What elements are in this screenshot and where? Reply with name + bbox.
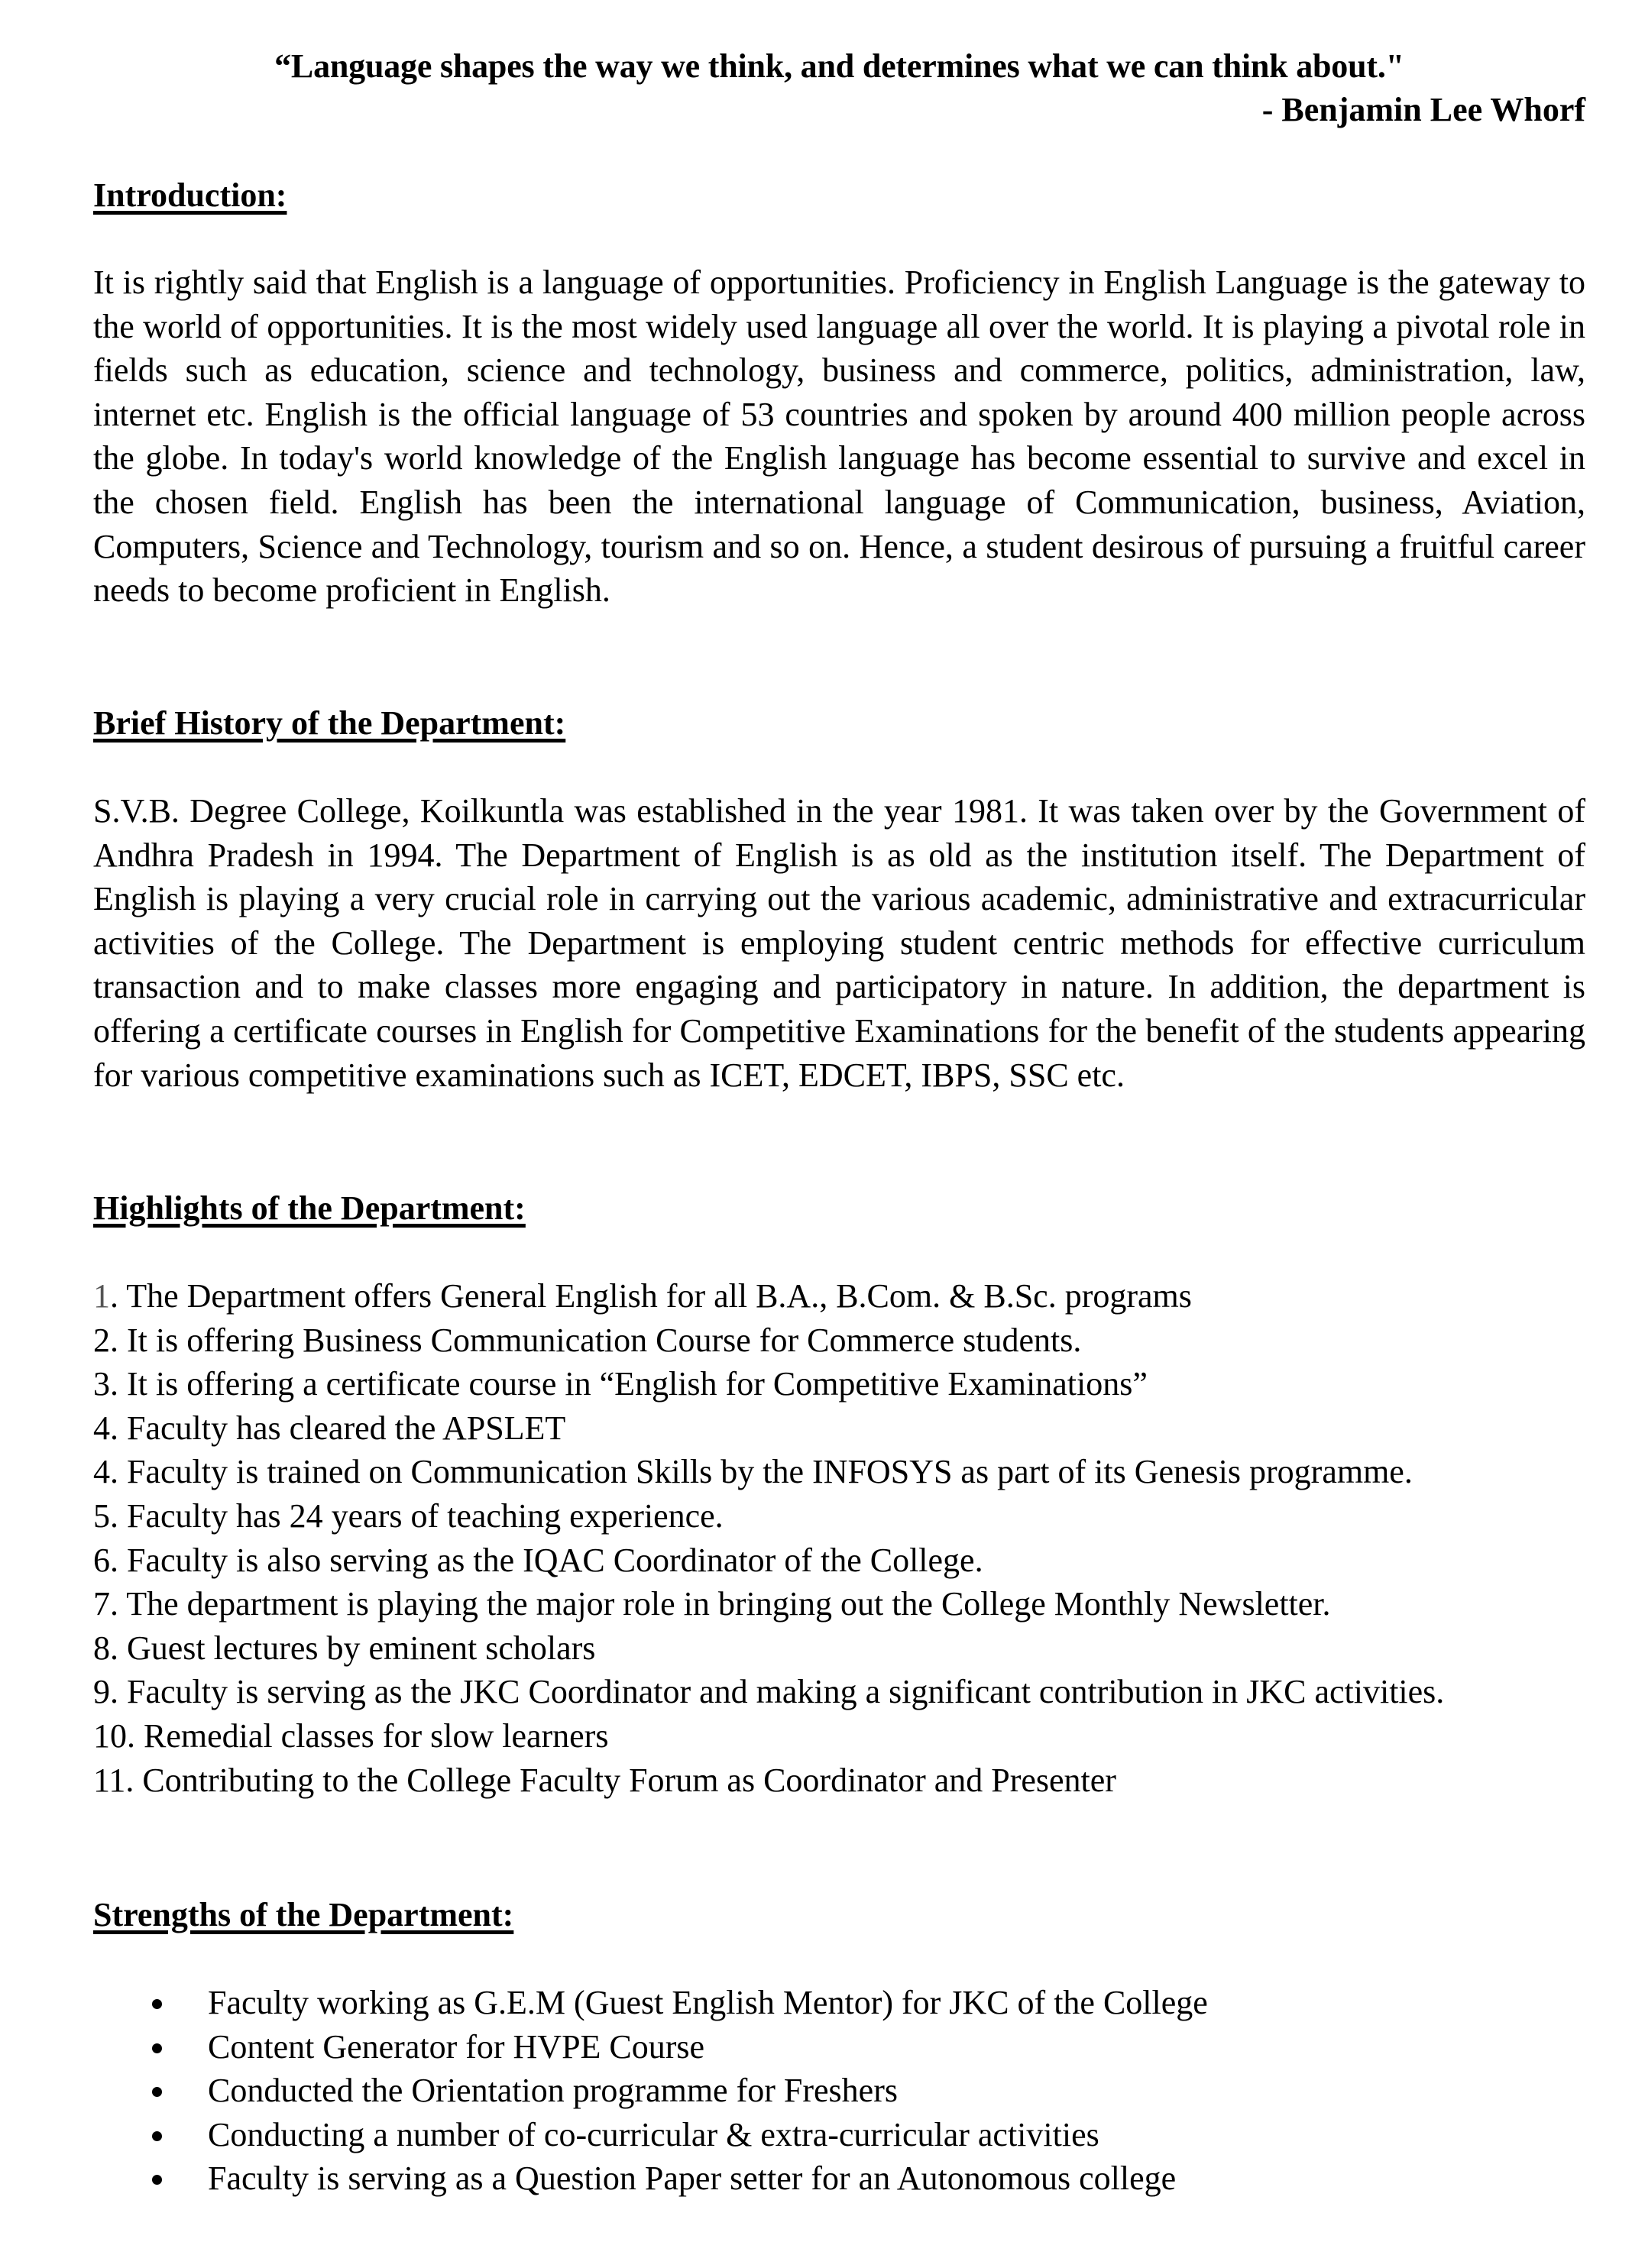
highlight-item [93, 1274, 1585, 1318]
highlight-number: 9 [93, 1673, 110, 1711]
highlight-item [93, 1538, 1585, 1583]
highlights-heading: Highlights of the Department: [93, 1189, 526, 1227]
highlight-number: 6 [93, 1541, 110, 1579]
highlight-item [93, 1714, 1585, 1758]
introduction-paragraph: It is rightly said that English is a language of opportunities. Proficiency in English Language is the gateway to the world of opportunities. It is the most widely used language all over the world. It is playing a pivotal role in fields such as education, science and technology, business and commerce, politics, administration, law, internet etc. English is the official language of 53 countries and spoken by around 400 million people across the globe. In today's world knowledge of the English language has become essential to survive and excel in the chosen field. English has been the international language of Communication, business, Aviation, Computers, Science and Technology, tourism and so on. Hence, a student desirous of pursuing a fruitful career needs to become proficient in English. [93, 264, 1585, 610]
highlight-number: 4 [93, 1453, 110, 1491]
epigraph-author: - Benjamin Lee Whorf [1261, 91, 1585, 128]
highlight-text: . It is offering Business Communication Course for Commerce students. [110, 1321, 1082, 1359]
highlight-text: . Guest lectures by eminent scholars [110, 1629, 596, 1667]
highlight-number: 1 [93, 1277, 110, 1315]
highlight-text: . It is offering a certificate course in “English for Competitive Examinations” [110, 1365, 1148, 1403]
highlight-number: 10 [93, 1716, 127, 1755]
highlight-number: 3 [93, 1365, 110, 1403]
highlight-text: . Faculty has 24 years of teaching experience. [110, 1496, 724, 1535]
highlight-item [93, 1318, 1585, 1363]
strength-item [93, 2156, 1585, 2201]
highlight-item [93, 1582, 1585, 1626]
bullet-icon [152, 2175, 162, 2185]
bullet-icon [152, 2131, 162, 2141]
epigraph-quote: “Language shapes the way we think, and determines what we can think about." [274, 47, 1404, 85]
history-heading: Brief History of the Department: [93, 704, 566, 742]
highlight-number: 7 [93, 1585, 110, 1623]
highlight-text: . Contributing to the College Faculty Forum as Coordinator and Presenter [125, 1761, 1116, 1799]
highlight-number: 2 [93, 1321, 110, 1359]
strength-text: Conducting a number of co-curricular & extra-curricular activities [208, 2115, 1099, 2153]
highlight-number: 5 [93, 1496, 110, 1535]
highlight-item [93, 1406, 1585, 1451]
strength-item [93, 2113, 1585, 2157]
highlight-item [93, 1758, 1585, 1803]
bullet-icon [152, 2087, 162, 2097]
highlight-number: 4 [93, 1409, 110, 1447]
strength-text: Conducted the Orientation programme for Freshers [208, 2072, 898, 2110]
highlight-text: . Faculty has cleared the APSLET [110, 1409, 566, 1447]
highlight-item [93, 1450, 1585, 1494]
highlights-list [93, 1274, 1585, 1802]
strength-item [93, 2025, 1585, 2069]
highlight-text: . Faculty is serving as the JKC Coordinator and making a significant contribution in JKC activities. [110, 1673, 1445, 1711]
strength-text: Faculty working as G.E.M (Guest English Mentor) for JKC of the College [208, 1984, 1208, 2021]
highlight-text: . Faculty is also serving as the IQAC Coordinator of the College. [110, 1541, 983, 1579]
bullet-icon [152, 2043, 162, 2053]
highlight-item [93, 1494, 1585, 1538]
highlight-item [93, 1670, 1585, 1714]
strengths-heading: Strengths of the Department: [93, 1896, 514, 1933]
strength-text: Faculty is serving as a Question Paper setter for an Autonomous college [208, 2160, 1177, 2198]
highlight-item [93, 1362, 1585, 1406]
highlight-number: 8 [93, 1629, 110, 1667]
highlight-number: 11 [93, 1761, 126, 1799]
strength-text: Content Generator for HVPE Course [208, 2027, 705, 2066]
highlight-text: . Remedial classes for slow learners [127, 1716, 609, 1755]
strengths-list [93, 1981, 1585, 2201]
bullet-icon [152, 1999, 162, 2009]
introduction-heading: Introduction: [93, 176, 287, 214]
history-paragraph: S.V.B. Degree College, Koilkuntla was established in the year 1981. It was taken over by the Government of Andhra Pradesh in 1994. The Department of English is as old as the institution itself. The Department of English is playing a very crucial role in carrying out the various academic, administrative and extracurricular activities of the College. The Department is employing student centric methods for effective curriculum transaction and to make classes more engaging and participatory in nature. In addition, the department is offering a certificate courses in English for Competitive Examinations for the benefit of the students appearing for various competitive examinations such as ICET, EDCET, IBPS, SSC etc. [93, 792, 1585, 1094]
strength-item [93, 2069, 1585, 2113]
highlight-text: . The department is playing the major role in bringing out the College Monthly Newsletter. [110, 1585, 1331, 1623]
strength-item [93, 1981, 1585, 2025]
highlight-item [93, 1626, 1585, 1671]
highlight-text: . The Department offers General English for all B.A., B.Com. & B.Sc. programs [110, 1277, 1192, 1315]
highlight-text: . Faculty is trained on Communication Skills by the INFOSYS as part of its Genesis programme. [110, 1453, 1413, 1491]
